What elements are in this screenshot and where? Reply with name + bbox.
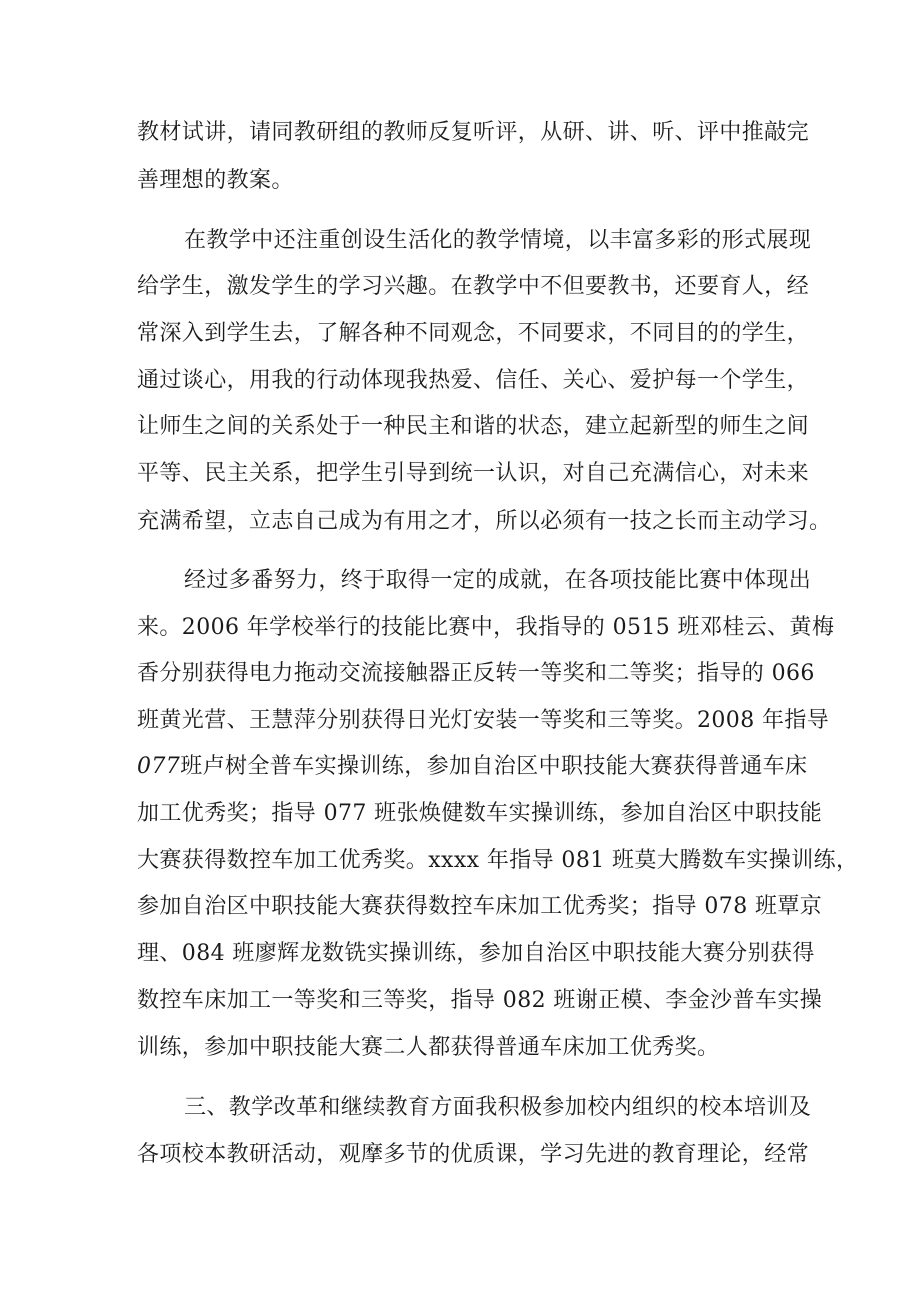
text-line: 通过谈心，用我的行动体现我热爱、信任、关心、爱护每一个学生， — [137, 368, 810, 393]
text-line: 给学生，激发学生的学习兴趣。在教学中不但要教书，还要育人，经 — [137, 274, 810, 299]
text-line: 数控车床加工一等奖和三等奖，指导 082 班谢正模、李金沙普车实操 — [137, 988, 823, 1013]
text-line: 教材试讲，请同教研组的教师反复听评，从研、讲、听、评中推敲完 — [137, 120, 810, 145]
text-line: 来。2006 年学校举行的技能比赛中，我指导的 0515 班邓桂云、黄梅 — [137, 615, 835, 640]
text-line-rest: 班卢树全普车实操训练，参加自治区中职技能大赛获得普通车床 — [180, 754, 808, 779]
text-line: 参加自治区中职技能大赛获得数控车床加工优秀奖；指导 078 班覃京 — [137, 894, 823, 919]
text-line: 各项校本教研活动，观摩多节的优质课，学习先进的教育理论，经常 — [137, 1142, 810, 1167]
text-line: 训练，参加中职技能大赛二人都获得普通车床加工优秀奖。 — [137, 1035, 720, 1060]
text-line: 善理想的教案。 — [137, 168, 294, 193]
text-line-with-italic-number — [137, 752, 808, 782]
paragraph-first-line: 经过多番努力，终于取得一定的成就，在各项技能比赛中体现出 — [184, 568, 812, 593]
text-line: 让师生之间的关系处于一种民主和谐的状态，建立起新型的师生之间 — [137, 414, 810, 439]
text-line: 香分别获得电力拖动交流接触器正反转一等奖和二等奖；指导的 066 — [137, 661, 815, 686]
text-line: 加工优秀奖；指导 077 班张焕健数车实操训练，参加自治区中职技能 — [137, 801, 823, 826]
text-line: 班黄光营、王慧萍分别获得日光灯安装一等奖和三等奖。2008 年指导 — [137, 708, 830, 733]
paragraph-first-line: 在教学中还注重创设生活化的教学情境，以丰富多彩的形式展现 — [184, 228, 812, 253]
text-line: 充满希望，立志自己成为有用之才，所以必须有一技之长而主动学习。 — [137, 509, 832, 534]
text-line: 大赛获得数控车加工优秀奖。xxxx 年指导 081 班莫大腾数车实操训练， — [137, 848, 859, 873]
text-line: 理、084 班廖辉龙数铣实操训练，参加自治区中职技能大赛分别获得 — [137, 941, 815, 966]
italic-class-number: 077 — [137, 754, 181, 779]
text-line: 平等、民主关系，把学生引导到统一认识，对自己充满信心，对未来 — [137, 461, 810, 486]
paragraph-first-line: 三、教学改革和继续教育方面我积极参加校内组织的校本培训及 — [184, 1095, 812, 1120]
text-line: 常深入到学生去，了解各种不同观念，不同要求，不同目的的学生， — [137, 321, 810, 346]
